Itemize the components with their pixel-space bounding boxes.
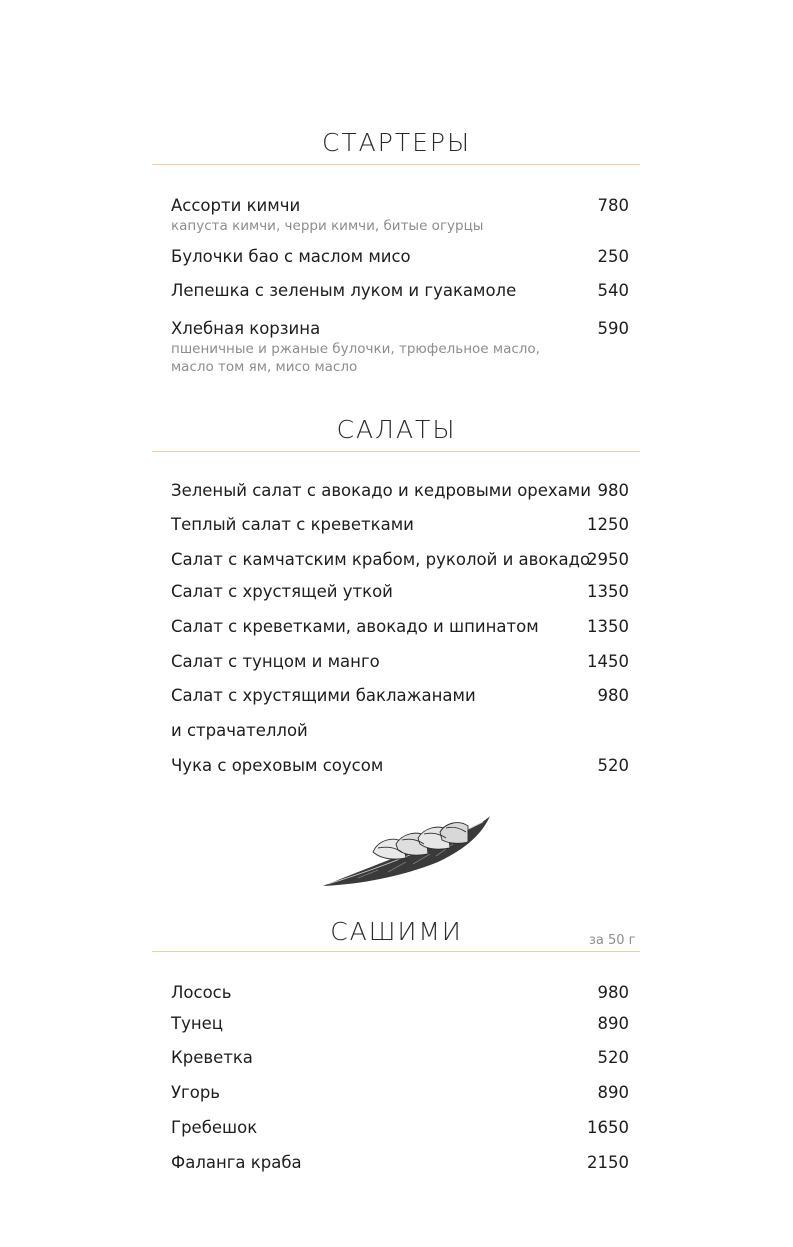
section-title-salads: САЛАТЫ (336, 415, 457, 444)
menu-item (171, 481, 629, 501)
menu-item (171, 319, 629, 376)
item-price: 2950 (587, 550, 629, 569)
item-price: 540 (597, 281, 629, 300)
item-name: Салат с хрустящей уткой (171, 582, 393, 601)
menu-item (171, 550, 629, 570)
menu-item (171, 281, 629, 301)
item-name: Фаланга краба (171, 1153, 302, 1172)
menu-item (171, 1083, 629, 1103)
section-divider (152, 451, 640, 452)
menu-item (171, 756, 629, 776)
item-price: 1250 (587, 515, 629, 534)
item-name: Булочки бао с маслом мисо (171, 247, 411, 266)
menu-item (171, 1153, 629, 1173)
section-title-starters: СТАРТЕРЫ (321, 128, 472, 157)
item-price: 980 (597, 983, 629, 1002)
menu-item (171, 247, 629, 267)
menu-item (171, 983, 629, 1003)
item-price: 980 (597, 481, 629, 500)
item-price: 520 (597, 756, 629, 775)
item-price: 890 (597, 1014, 629, 1033)
item-price: 520 (597, 1048, 629, 1067)
section-divider (152, 164, 640, 165)
item-name: Салат с камчатским крабом, руколой и авокадо (171, 550, 591, 569)
item-name: Салат с тунцом и манго (171, 652, 380, 671)
menu-item (171, 196, 629, 235)
item-price: 2150 (587, 1153, 629, 1172)
section-title-sashimi: САШИМИ (330, 917, 463, 946)
sashimi-on-leaf-illustration (318, 812, 493, 890)
section-divider (152, 951, 640, 952)
item-price: 890 (597, 1083, 629, 1102)
item-name: Креветка (171, 1048, 253, 1067)
menu-item (171, 686, 629, 706)
item-name: Хлебная корзина (171, 319, 321, 338)
item-name: Гребешок (171, 1118, 258, 1137)
item-name: Угорь (171, 1083, 221, 1102)
item-name-continuation: и страчателлой (171, 721, 308, 740)
item-description: капуста кимчи, черри кимчи, битые огурцы (171, 218, 484, 234)
item-price: 1650 (587, 1118, 629, 1137)
item-price: 590 (597, 319, 629, 338)
item-name: Теплый салат с креветками (171, 515, 414, 534)
menu-item (171, 1048, 629, 1068)
portion-weight-note: за 50 г (589, 933, 636, 948)
menu-item (171, 582, 629, 602)
menu-item (171, 515, 629, 535)
item-name: Салат с креветками, авокадо и шпинатом (171, 617, 539, 636)
item-name: Ассорти кимчи (171, 196, 301, 215)
menu-item (171, 1014, 629, 1034)
item-name: Салат с хрустящими баклажанами (171, 686, 476, 705)
item-price: 250 (597, 247, 629, 266)
item-price: 1350 (587, 582, 629, 601)
item-description: пшеничные и ржаные булочки, трюфельное масло, (171, 341, 540, 357)
item-name: Тунец (171, 1014, 224, 1033)
item-description: масло том ям, мисо масло (171, 359, 358, 375)
menu-item (171, 1118, 629, 1138)
menu-item (171, 652, 629, 672)
item-name: Лепешка с зеленым луком и гуакамоле (171, 281, 517, 300)
item-price: 780 (597, 196, 629, 215)
item-price: 1350 (587, 617, 629, 636)
menu-item (171, 617, 629, 637)
item-price: 980 (597, 686, 629, 705)
item-name: Зеленый салат с авокадо и кедровыми орехами (171, 481, 591, 500)
item-price: 1450 (587, 652, 629, 671)
item-name: Чука с ореховым соусом (171, 756, 384, 775)
item-name: Лосось (171, 983, 232, 1002)
